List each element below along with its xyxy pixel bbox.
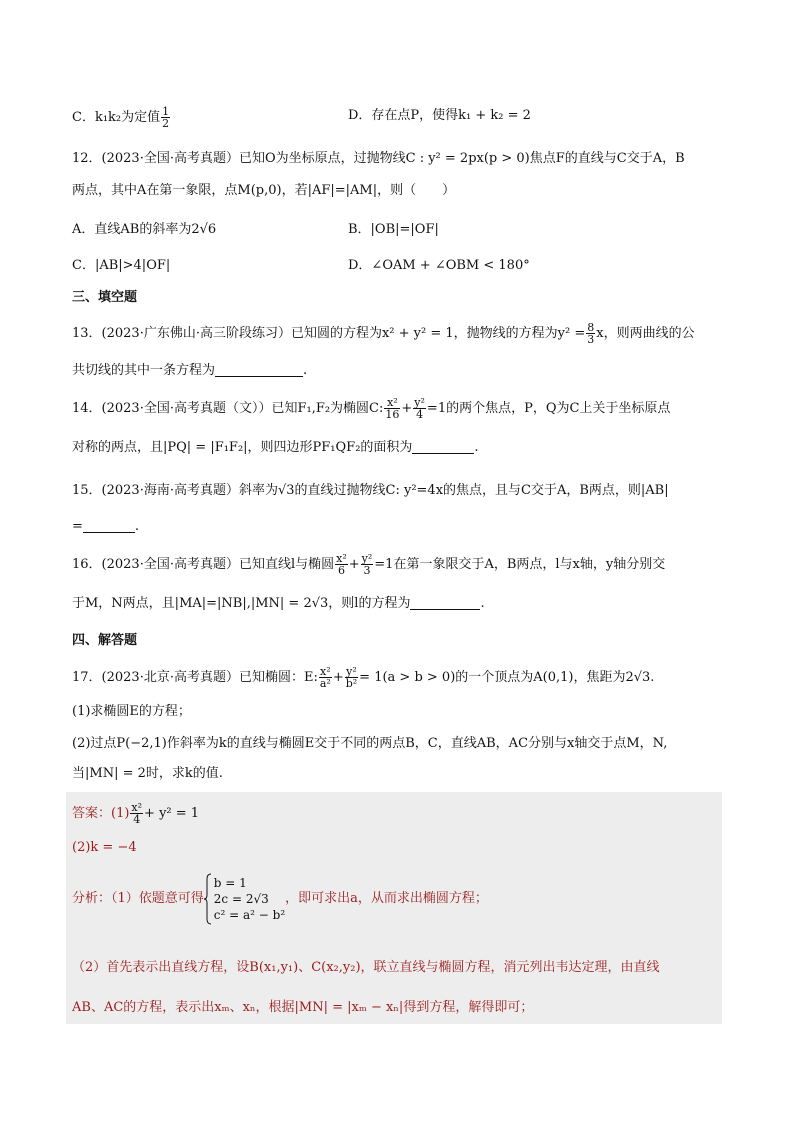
q12-stem-line2: 两点，其中A在第一象限，点M(p,0)，若|AF|=|AM|，则（ ） [72, 183, 456, 198]
answer-blank[interactable] [215, 362, 303, 377]
section-heading-solutions: 四、解答题 [72, 633, 138, 648]
q11-option-d: D．存在点P，使得k₁ + k₂ = 2 [348, 108, 531, 123]
section-heading-fill-in: 三、填空题 [72, 290, 138, 305]
q17-stem-line1: 17．(2023·北京·高考真题）已知椭圆：E: $\frac{\text{x²}}{\text{a²}}$ + $\frac{\text{y²}}{\text{b²}}$ = 1(a > b > 0)的一个顶点为A(0,1)，焦距为2√3. [72, 665, 655, 690]
fraction: $\frac{\text{y²}}{4}$ [414, 396, 425, 421]
fraction: $\frac{\text{x²}}{6}$ [336, 552, 347, 577]
q12-option-a: A．直线AB的斜率为2√6 [72, 222, 217, 237]
fraction: $\frac{\text{y²}}{\text{b²}}$ [345, 665, 358, 690]
q13-stem-line2: 共切线的其中一条方程为 . [72, 363, 308, 378]
fraction: $\frac{\text{x²}}{16}$ [385, 396, 400, 421]
q12-option-c: C．|AB|>4|OF| [72, 258, 171, 273]
fraction: $\frac{\text{x²}}{\text{a²}}$ [319, 665, 331, 690]
q12-stem-line1: 12．(2023·全国·高考真题）已知O为坐标原点，过抛物线C : y² = 2px(p > 0)焦点F的直线与C交于A，B [72, 151, 685, 166]
fraction: $\frac{1}{2}$ [162, 105, 170, 130]
q13-stem-line1: 13．(2023·广东佛山·高三阶段练习）已知圆的方程为x² + y² = 1，抛物线的方程为y² = $\frac{8}{3}$ x，则两曲线的公 [72, 321, 695, 346]
q15-stem-line2: = . [72, 519, 140, 534]
q14-stem-line1: 14．(2023·全国·高考真题（文））已知F₁,F₂为椭圆C: $\frac{\text{x²}}{16}$ + $\frac{\text{y²}}{4}$ =1的两个焦点，P，Q为C上关于坐标原点 [72, 396, 671, 421]
fraction: $\frac{8}{3}$ [587, 321, 595, 346]
q14-stem-line2: 对称的两点，且|PQ| = |F₁F₂|，则四边形PF₁QF₂的面积为 . [72, 440, 479, 455]
answer-part1: 答案：(1) $\frac{\text{x²}}{4}$ + y² = 1 [72, 801, 200, 826]
q12-option-b: B．|OB|=|OF| [348, 222, 439, 237]
answer-blank[interactable] [83, 518, 135, 533]
q16-stem-line1: 16．(2023·全国·高考真题）已知直线l与椭圆 $\frac{\text{x²}}{6}$ + $\frac{\text{y²}}{3}$ =1在第一象限交于A，B两点，l与x轴，y轴分别交 [72, 552, 666, 577]
q16-stem-line2: 于M，N两点，且|MA|=|NB|,|MN| = 2√3，则l的方程为 . [72, 596, 485, 611]
fraction: $\frac{\text{x²}}{4}$ [131, 801, 143, 826]
q17-part1: (1)求椭圆E的方程； [72, 704, 191, 719]
q12-option-d: D．∠OAM + ∠OBM < 180° [348, 258, 530, 273]
fraction: $\frac{\text{y²}}{3}$ [361, 552, 373, 577]
left-brace-icon [204, 873, 212, 925]
answer-part2: (2)k = −4 [72, 840, 137, 855]
answer-blank[interactable] [412, 439, 474, 454]
q17-part2-line2: 当|MN| = 2时，求k的值. [72, 766, 223, 781]
analysis-part2-line2: AB、AC的方程，表示出xₘ、xₙ，根据|MN| = |xₘ − xₙ|得到方程，解得即可； [72, 1000, 534, 1015]
answer-blank[interactable] [410, 595, 480, 610]
q17-part2-line1: (2)过点P(−2,1)作斜率为k的直线与椭圆E交于不同的两点B，C，直线AB，AC分别与x轴交于点M，N, [72, 736, 668, 751]
q15-stem-line1: 15．(2023·海南·高考真题）斜率为√3的直线过抛物线C: y²=4x的焦点，且与C交于A，B两点，则|AB| [72, 483, 669, 498]
analysis-part1: 分析：（1）依题意可得 b = 1 2c = 2√3 c² = a² − b² ，即可求出a，从而求出椭圆方程； [72, 872, 488, 926]
q11-option-c: C．k₁k₂为定值 $\frac{1}{2}$ [72, 105, 170, 130]
equation-system: b = 1 2c = 2√3 c² = a² − b² [213, 875, 286, 922]
analysis-part2-line1: （2）首先表示出直线方程，设B(x₁,y₁)、C(x₂,y₂)，联立直线与椭圆方程，消元列出韦达定理，由直线 [72, 960, 660, 975]
